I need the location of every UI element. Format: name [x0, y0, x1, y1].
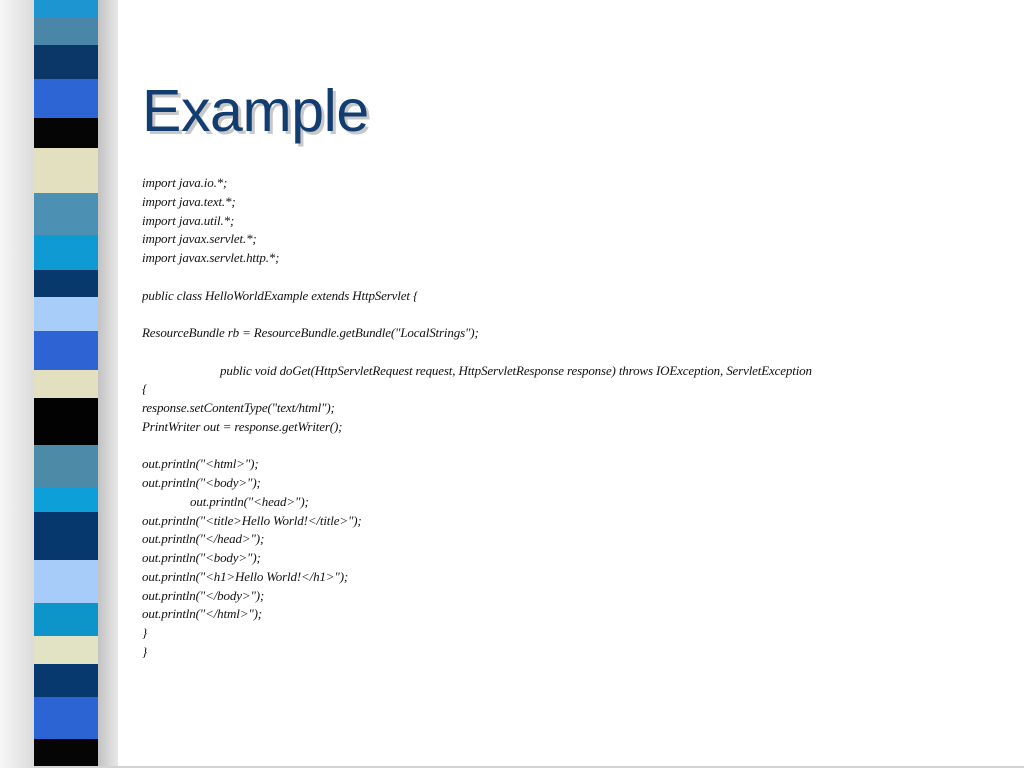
- ribbon-block: [34, 18, 98, 45]
- ribbon-block: [34, 739, 98, 768]
- code-line: out.println("<h1>Hello World!</h1>");: [142, 568, 349, 584]
- code-line: out.println("<head>");: [190, 493, 309, 509]
- ribbon-block: [34, 664, 98, 697]
- ribbon-block: [34, 79, 98, 118]
- code-line: out.println("<body>");: [142, 475, 261, 490]
- decorative-ribbon: [34, 0, 98, 768]
- code-line: ResourceBundle rb = ResourceBundle.getBundle("LocalStrings");: [142, 325, 479, 340]
- ribbon-block: [34, 445, 98, 487]
- ribbon-block: [34, 487, 98, 512]
- code-line: response.setContentType("text/html");: [142, 400, 335, 415]
- code-line: import javax.servlet.*;: [142, 231, 257, 247]
- code-line: [142, 343, 902, 362]
- code-line: import java.text.*;: [142, 193, 236, 209]
- code-line: out.println("<body>");: [142, 550, 261, 565]
- ribbon-block: [34, 270, 98, 297]
- ribbon-block: [34, 560, 98, 603]
- code-line: import java.util.*;: [142, 212, 235, 228]
- code-line: public class HelloWorldExample extends HttpServlet {: [142, 287, 418, 303]
- code-example: [142, 174, 902, 662]
- code-line: PrintWriter out = response.getWriter();: [142, 418, 343, 434]
- code-line: [142, 437, 902, 456]
- code-line: out.println("</html>");: [142, 606, 262, 622]
- ribbon-block: [34, 370, 98, 398]
- code-line: [142, 305, 902, 324]
- code-line: out.println("<html>");: [142, 456, 259, 472]
- ribbon-block: [34, 193, 98, 235]
- ribbon-block: [34, 697, 98, 739]
- ribbon-block: [34, 603, 98, 636]
- code-line: public void doGet(HttpServletRequest request, HttpServletResponse response) throws IOException, ServletException: [220, 362, 812, 378]
- code-line: import java.io.*;: [142, 175, 228, 190]
- ribbon-block: [34, 398, 98, 445]
- ribbon-block: [34, 118, 98, 148]
- code-line: out.println("<title>Hello World!</title>");: [142, 512, 362, 528]
- code-line: [142, 268, 902, 287]
- ribbon-block: [34, 297, 98, 331]
- ribbon-block: [34, 636, 98, 664]
- ribbon-block: [34, 235, 98, 270]
- ribbon-block: [34, 148, 98, 193]
- slide-title: Example: [142, 78, 369, 144]
- code-line: }: [142, 625, 148, 640]
- code-line: }: [142, 643, 148, 659]
- ribbon-block: [34, 0, 98, 18]
- ribbon-block: [34, 45, 98, 79]
- code-line: import javax.servlet.http.*;: [142, 250, 280, 265]
- code-line: out.println("</body>");: [142, 587, 265, 603]
- ribbon-block: [34, 512, 98, 560]
- code-line: out.println("</head>");: [142, 531, 265, 547]
- ribbon-block: [34, 331, 98, 370]
- code-line: {: [142, 381, 148, 397]
